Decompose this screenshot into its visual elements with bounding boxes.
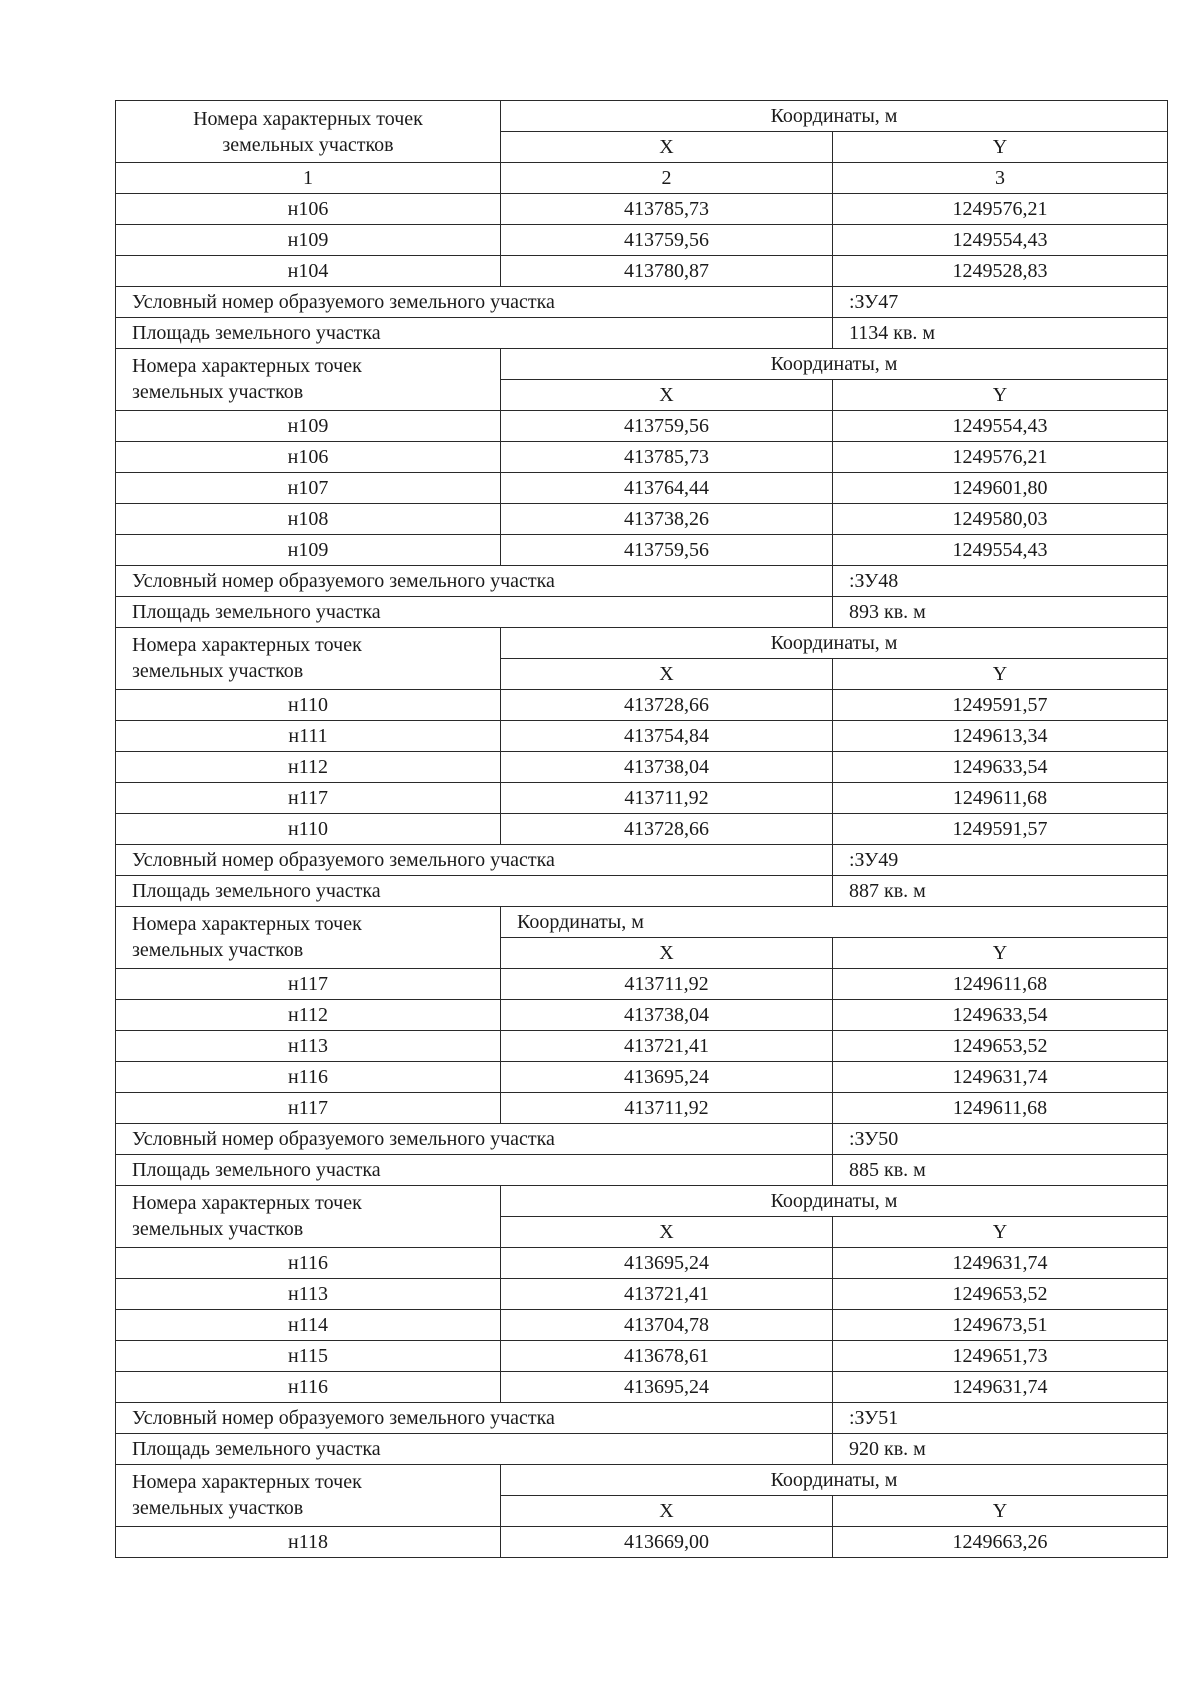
point-number-cell: н108 xyxy=(116,504,501,535)
parcel-number-value: :ЗУ47 xyxy=(833,287,1168,318)
y-header-cell: Y xyxy=(833,132,1168,163)
y-coordinate-cell: 1249554,43 xyxy=(833,225,1168,256)
point-number-cell: н113 xyxy=(116,1031,501,1062)
table-row xyxy=(116,1031,1168,1062)
parcel-area-value: 885 кв. м xyxy=(833,1155,1168,1186)
x-coordinate-cell: 413754,84 xyxy=(501,721,833,752)
x-coordinate-cell: 413695,24 xyxy=(501,1062,833,1093)
parcel-number-label: Условный номер образуемого земельного участка xyxy=(116,1124,833,1155)
parcel-number-label: Условный номер образуемого земельного участка xyxy=(116,845,833,876)
points-header-line2: земельных участков xyxy=(132,1218,304,1240)
parcel-number-label: Условный номер образуемого земельного участка xyxy=(116,566,833,597)
parcel-area-value: 920 кв. м xyxy=(833,1434,1168,1465)
coords-header-cell: Координаты, м xyxy=(501,628,1168,659)
y-coordinate-cell: 1249613,34 xyxy=(833,721,1168,752)
parcel-area-value: 887 кв. м xyxy=(833,876,1168,907)
parcel-area-row xyxy=(116,597,1168,628)
table-row xyxy=(116,1062,1168,1093)
parcel-area-label: Площадь земельного участка xyxy=(116,597,833,628)
x-coordinate-cell: 413764,44 xyxy=(501,473,833,504)
points-header-line1: Номера характерных точек xyxy=(132,634,362,656)
table-row xyxy=(116,473,1168,504)
x-coordinate-cell: 413785,73 xyxy=(501,442,833,473)
points-header-line1: Номера характерных точек xyxy=(132,913,362,935)
table-row xyxy=(116,783,1168,814)
point-number-cell: н117 xyxy=(116,1093,501,1124)
table-row xyxy=(116,690,1168,721)
parcel-area-value: 893 кв. м xyxy=(833,597,1168,628)
x-coordinate-cell: 413678,61 xyxy=(501,1341,833,1372)
x-coordinate-cell: 413728,66 xyxy=(501,814,833,845)
column-number-3: 3 xyxy=(833,163,1168,194)
parcel-area-row xyxy=(116,876,1168,907)
point-number-cell: н118 xyxy=(116,1527,501,1558)
y-coordinate-cell: 1249631,74 xyxy=(833,1248,1168,1279)
table-row xyxy=(116,1093,1168,1124)
table-row xyxy=(116,1000,1168,1031)
y-coordinate-cell: 1249580,03 xyxy=(833,504,1168,535)
parcel-number-value: :ЗУ48 xyxy=(833,566,1168,597)
point-number-cell: н106 xyxy=(116,194,501,225)
points-header-line2: земельных участков xyxy=(132,381,304,403)
x-coordinate-cell: 413711,92 xyxy=(501,783,833,814)
x-coordinate-cell: 413704,78 xyxy=(501,1310,833,1341)
point-number-cell: н114 xyxy=(116,1310,501,1341)
x-coordinate-cell: 413759,56 xyxy=(501,225,833,256)
table-row xyxy=(116,1341,1168,1372)
x-header-cell: X xyxy=(501,938,833,969)
x-header-cell: X xyxy=(501,380,833,411)
parcel-area-row xyxy=(116,1434,1168,1465)
y-coordinate-cell: 1249554,43 xyxy=(833,535,1168,566)
column-number-2: 2 xyxy=(501,163,833,194)
y-coordinate-cell: 1249631,74 xyxy=(833,1372,1168,1403)
x-coordinate-cell: 413695,24 xyxy=(501,1248,833,1279)
first-header-row xyxy=(116,101,1168,132)
y-coordinate-cell: 1249554,43 xyxy=(833,411,1168,442)
point-number-cell: н109 xyxy=(116,225,501,256)
points-header-line2: земельных участков xyxy=(132,1497,304,1519)
parcel-number-value: :ЗУ50 xyxy=(833,1124,1168,1155)
x-header-cell: X xyxy=(501,132,833,163)
parcel-header-row xyxy=(116,1186,1168,1217)
x-coordinate-cell: 413780,87 xyxy=(501,256,833,287)
x-coordinate-cell: 413711,92 xyxy=(501,1093,833,1124)
y-coordinate-cell: 1249528,83 xyxy=(833,256,1168,287)
x-coordinate-cell: 413759,56 xyxy=(501,411,833,442)
point-number-cell: н109 xyxy=(116,535,501,566)
points-header-line1: Номера характерных точек xyxy=(132,1192,362,1214)
table-row xyxy=(116,969,1168,1000)
x-coordinate-cell: 413711,92 xyxy=(501,969,833,1000)
y-coordinate-cell: 1249633,54 xyxy=(833,1000,1168,1031)
parcel-number-row xyxy=(116,566,1168,597)
y-coordinate-cell: 1249611,68 xyxy=(833,1093,1168,1124)
table-row xyxy=(116,504,1168,535)
table-row xyxy=(116,1372,1168,1403)
parcel-header-row xyxy=(116,907,1168,938)
point-number-cell: н116 xyxy=(116,1372,501,1403)
x-header-cell: X xyxy=(501,659,833,690)
table-row xyxy=(116,225,1168,256)
parcel-area-value: 1134 кв. м xyxy=(833,318,1168,349)
x-coordinate-cell: 413721,41 xyxy=(501,1031,833,1062)
y-coordinate-cell: 1249591,57 xyxy=(833,690,1168,721)
parcel-number-value: :ЗУ49 xyxy=(833,845,1168,876)
points-header-cell xyxy=(116,907,501,969)
y-coordinate-cell: 1249576,21 xyxy=(833,442,1168,473)
y-coordinate-cell: 1249653,52 xyxy=(833,1279,1168,1310)
parcel-number-row xyxy=(116,287,1168,318)
point-number-cell: н112 xyxy=(116,1000,501,1031)
points-header-line2: земельных участков xyxy=(132,660,304,682)
parcel-header-row xyxy=(116,1465,1168,1496)
x-coordinate-cell: 413669,00 xyxy=(501,1527,833,1558)
point-number-cell: н117 xyxy=(116,783,501,814)
parcel-number-label: Условный номер образуемого земельного участка xyxy=(116,287,833,318)
table-row xyxy=(116,721,1168,752)
point-number-cell: н117 xyxy=(116,969,501,1000)
x-coordinate-cell: 413721,41 xyxy=(501,1279,833,1310)
table-row xyxy=(116,752,1168,783)
table-row xyxy=(116,411,1168,442)
parcel-area-label: Площадь земельного участка xyxy=(116,318,833,349)
table-row xyxy=(116,1527,1168,1558)
parcel-number-row xyxy=(116,1403,1168,1434)
x-coordinate-cell: 413728,66 xyxy=(501,690,833,721)
x-coordinate-cell: 413738,26 xyxy=(501,504,833,535)
y-coordinate-cell: 1249663,26 xyxy=(833,1527,1168,1558)
point-number-cell: н113 xyxy=(116,1279,501,1310)
y-coordinate-cell: 1249631,74 xyxy=(833,1062,1168,1093)
points-header-line2: земельных участков xyxy=(132,939,304,961)
y-header-cell: Y xyxy=(833,659,1168,690)
y-header-cell: Y xyxy=(833,380,1168,411)
point-number-cell: н104 xyxy=(116,256,501,287)
parcel-area-label: Площадь земельного участка xyxy=(116,1155,833,1186)
x-coordinate-cell: 413738,04 xyxy=(501,1000,833,1031)
coords-header-cell: Координаты, м xyxy=(501,1186,1168,1217)
parcel-number-label: Условный номер образуемого земельного участка xyxy=(116,1403,833,1434)
table-row xyxy=(116,194,1168,225)
column-number-1: 1 xyxy=(116,163,501,194)
point-number-cell: н111 xyxy=(116,721,501,752)
table-row xyxy=(116,535,1168,566)
points-header-cell xyxy=(116,1465,501,1527)
y-header-cell: Y xyxy=(833,938,1168,969)
points-header-line1: Номера характерных точек xyxy=(132,355,362,377)
y-header-cell: Y xyxy=(833,1496,1168,1527)
x-coordinate-cell: 413785,73 xyxy=(501,194,833,225)
coordinates-table xyxy=(115,100,1168,1558)
table-row xyxy=(116,1310,1168,1341)
coords-header-cell: Координаты, м xyxy=(501,1465,1168,1496)
coords-header-cell: Координаты, м xyxy=(501,349,1168,380)
parcel-area-label: Площадь земельного участка xyxy=(116,1434,833,1465)
table-row xyxy=(116,1279,1168,1310)
x-coordinate-cell: 413759,56 xyxy=(501,535,833,566)
point-number-cell: н110 xyxy=(116,814,501,845)
y-coordinate-cell: 1249611,68 xyxy=(833,783,1168,814)
x-header-cell: X xyxy=(501,1496,833,1527)
column-numbers-row xyxy=(116,163,1168,194)
parcel-number-row xyxy=(116,1124,1168,1155)
table-row xyxy=(116,1248,1168,1279)
y-coordinate-cell: 1249673,51 xyxy=(833,1310,1168,1341)
points-header-cell xyxy=(116,349,501,411)
table-row xyxy=(116,814,1168,845)
y-coordinate-cell: 1249591,57 xyxy=(833,814,1168,845)
y-coordinate-cell: 1249576,21 xyxy=(833,194,1168,225)
parcel-number-value: :ЗУ51 xyxy=(833,1403,1168,1434)
x-coordinate-cell: 413695,24 xyxy=(501,1372,833,1403)
parcel-number-row xyxy=(116,845,1168,876)
point-number-cell: н107 xyxy=(116,473,501,504)
points-header-line2: земельных участков xyxy=(222,133,394,156)
point-number-cell: н106 xyxy=(116,442,501,473)
points-header-line1: Номера характерных точек xyxy=(193,107,423,130)
points-header-cell xyxy=(116,101,501,163)
points-header-line1: Номера характерных точек xyxy=(132,1471,362,1493)
x-header-cell: X xyxy=(501,1217,833,1248)
x-coordinate-cell: 413738,04 xyxy=(501,752,833,783)
points-header-cell xyxy=(116,628,501,690)
parcel-area-row xyxy=(116,1155,1168,1186)
points-header-cell xyxy=(116,1186,501,1248)
y-coordinate-cell: 1249611,68 xyxy=(833,969,1168,1000)
point-number-cell: н116 xyxy=(116,1248,501,1279)
y-coordinate-cell: 1249633,54 xyxy=(833,752,1168,783)
table-row xyxy=(116,256,1168,287)
point-number-cell: н115 xyxy=(116,1341,501,1372)
y-coordinate-cell: 1249651,73 xyxy=(833,1341,1168,1372)
y-coordinate-cell: 1249601,80 xyxy=(833,473,1168,504)
coords-header-cell: Координаты, м xyxy=(501,101,1168,132)
y-header-cell: Y xyxy=(833,1217,1168,1248)
table-row xyxy=(116,442,1168,473)
point-number-cell: н110 xyxy=(116,690,501,721)
parcel-area-row xyxy=(116,318,1168,349)
point-number-cell: н116 xyxy=(116,1062,501,1093)
y-coordinate-cell: 1249653,52 xyxy=(833,1031,1168,1062)
parcel-header-row xyxy=(116,349,1168,380)
coordinates-table-body xyxy=(116,101,1168,1558)
point-number-cell: н112 xyxy=(116,752,501,783)
parcel-header-row xyxy=(116,628,1168,659)
coords-header-cell: Координаты, м xyxy=(501,907,1168,938)
point-number-cell: н109 xyxy=(116,411,501,442)
parcel-area-label: Площадь земельного участка xyxy=(116,876,833,907)
